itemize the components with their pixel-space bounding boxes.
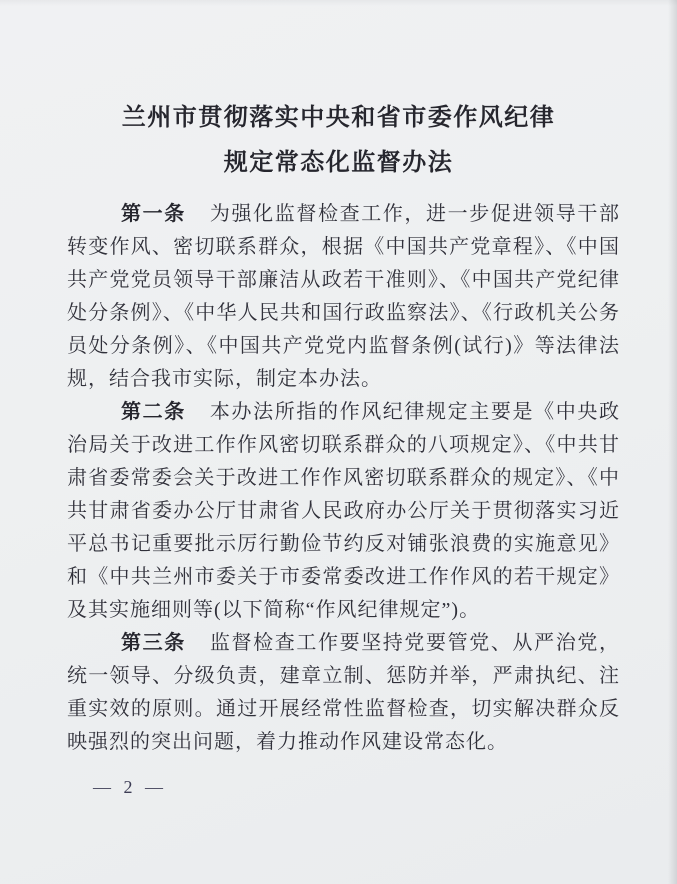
document-title-line-2: 规定常态化监督办法	[223, 150, 454, 176]
article-1-number: 第一条	[121, 203, 186, 225]
article-2-text: 本办法所指的作风纪律规定主要是《中央政治局关于改进工作作风密切联系群众的八项规定》、《中共甘肃省委常委会关于改进工作作风密切联系群众的规定》、《中共甘肃省委办公厅甘肃省人民政府办公厅关于贯彻落实习近平总书记重要批示厉行勤俭节约反对铺张浪费的实施意见》和《中共兰州市委关于市委常委改进工作作风的若干规定》及其实施细则等(以下简称“作风纪律规定”)。	[67, 401, 621, 621]
page-number: — 2 —	[93, 777, 167, 797]
document-body	[67, 198, 620, 759]
article-3-number: 第三条	[121, 632, 186, 654]
document-title-line-1: 兰州市贯彻落实中央和省市委作风纪律	[121, 105, 556, 131]
article-1-text: 为强化监督检查工作，进一步促进领导干部转变作风、密切联系群众，根据《中国共产党章程》、《中国共产党党员领导干部廉洁从政若干准则》、《中国共产党纪律处分条例》、《中华人民共和国行政监察法》、《行政机关公务员处分条例》、《中国共产党党内监督条例(试行)》等法律法规，结合我市实际，制定本办法。	[67, 203, 621, 390]
article-2-number: 第二条	[121, 401, 186, 423]
article-1	[67, 198, 620, 396]
document-title	[0, 96, 677, 186]
article-3	[67, 627, 620, 759]
article-2	[67, 396, 620, 627]
article-3-text: 监督检查工作要坚持党要管党、从严治党，统一领导、分级负责，建章立制、惩防并举，严肃执纪、注重实效的原则。通过开展经常性监督检查，切实解决群众反映强烈的突出问题，着力推动作风建设常态化。	[67, 632, 621, 753]
